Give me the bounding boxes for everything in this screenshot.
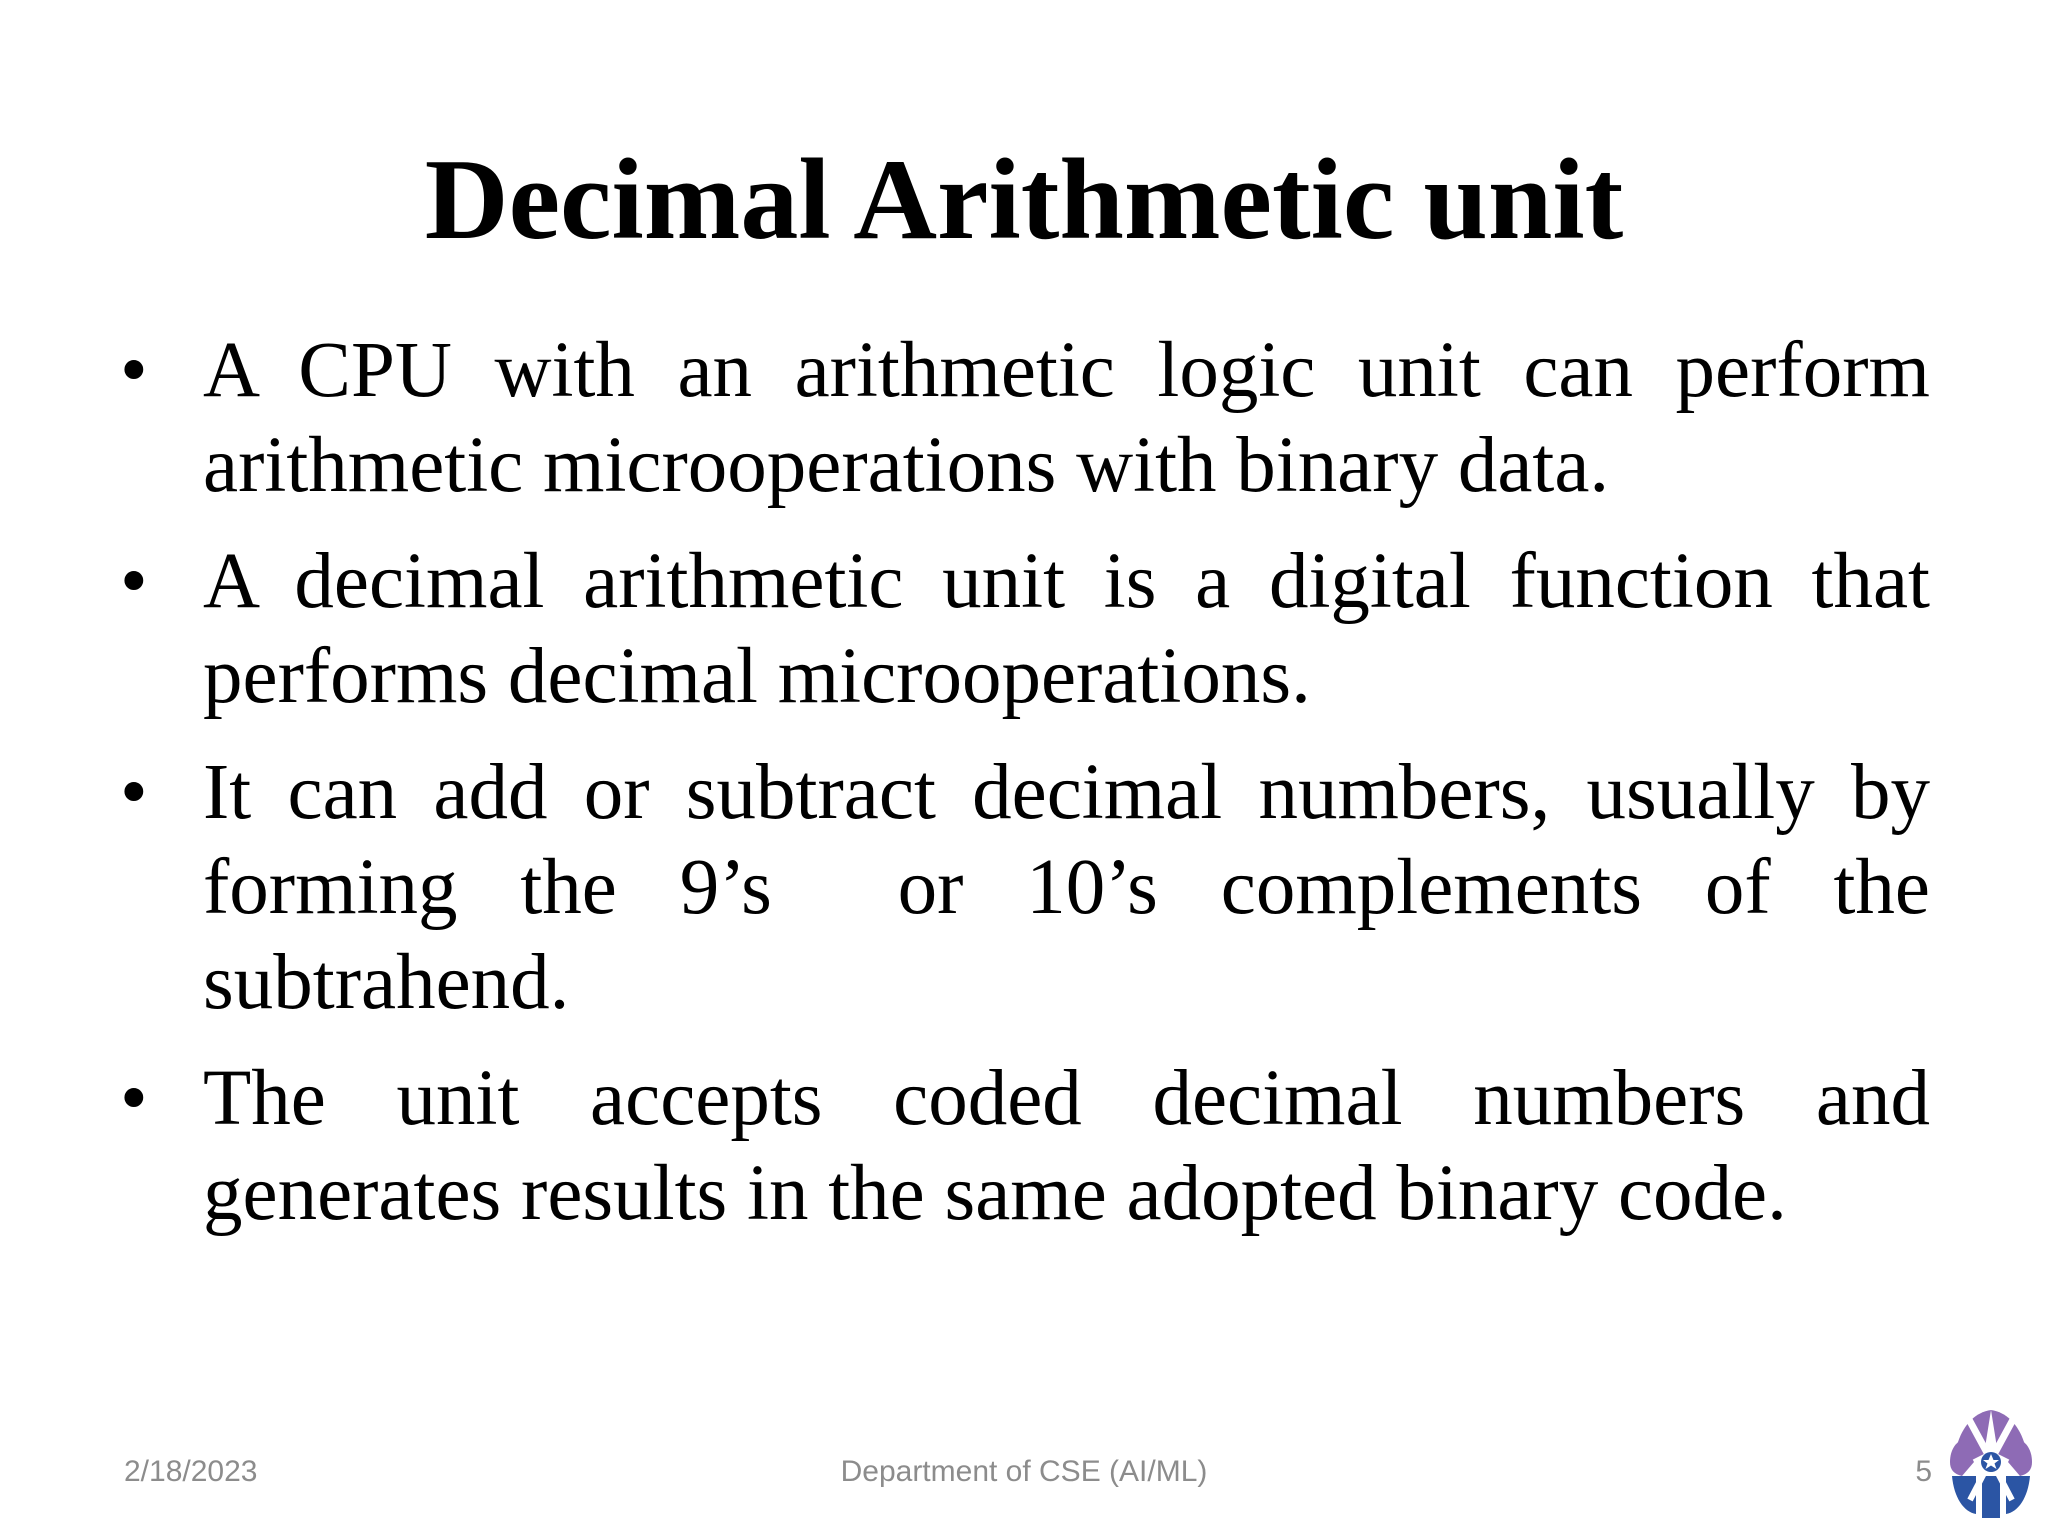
bullet-marker: • — [120, 749, 148, 836]
footer-date: 2/18/2023 — [124, 1455, 258, 1488]
bullet-marker: • — [120, 1055, 148, 1142]
bullet-item — [118, 745, 1950, 1030]
bullet-item — [118, 323, 1930, 513]
bullet-text: The unit accepts coded decimal numbers and generates results in the same adopted binary code. — [203, 1055, 1930, 1237]
bullet-text: A CPU with an arithmetic logic unit can perform arithmetic microoperations with binary data. — [203, 327, 1930, 509]
bullet-marker: • — [120, 538, 148, 625]
footer-department: Department of CSE (AI/ML) — [840, 1455, 1208, 1488]
slide-title: Decimal Arithmetic unit — [424, 136, 1624, 264]
institution-logo-icon — [1946, 1402, 2036, 1520]
bullet-item — [118, 1051, 1930, 1241]
bullet-item — [118, 534, 1930, 724]
bullet-list — [118, 323, 1950, 1262]
bullet-text: A decimal arithmetic unit is a digital function that performs decimal microoperations. — [203, 538, 1930, 720]
footer-page-number: 5 — [1915, 1455, 1932, 1488]
bullet-marker: • — [120, 327, 148, 414]
bullet-text: It can add or subtract decimal numbers, usually by forming the 9’s or 10’s complements of the subtrahend. — [203, 749, 1950, 1026]
